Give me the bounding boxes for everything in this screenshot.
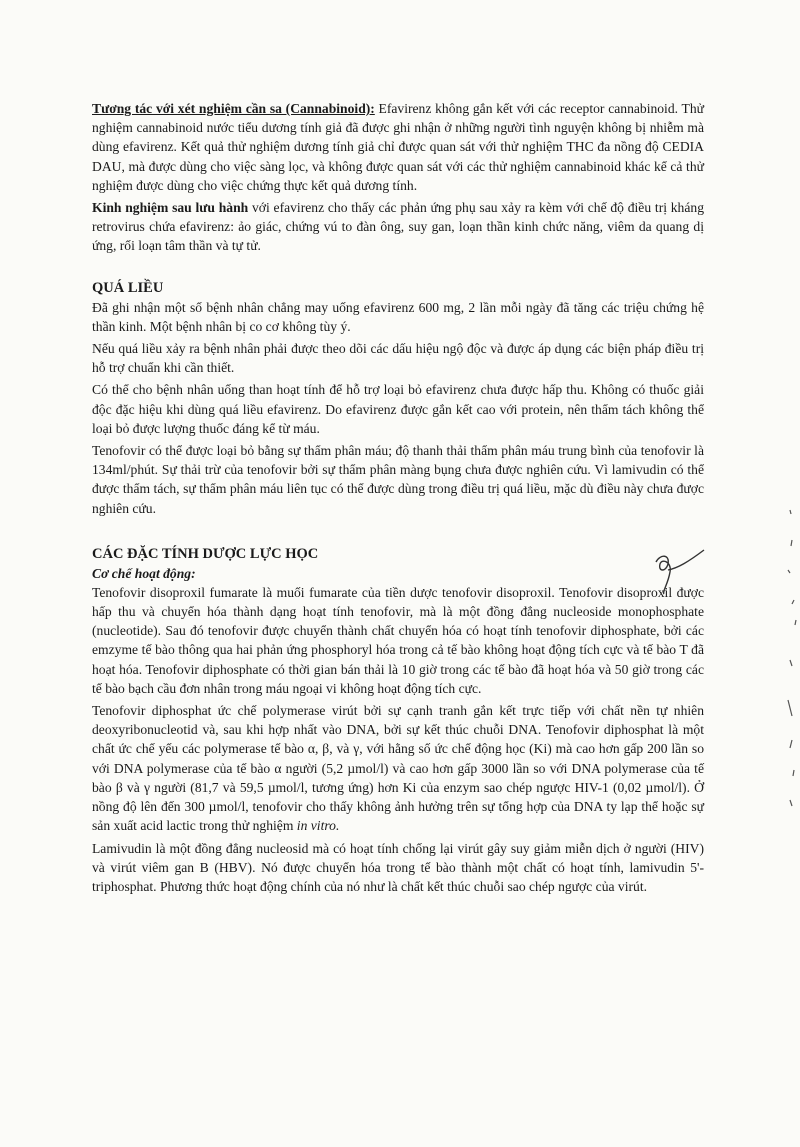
overdose-p3: Có thể cho bệnh nhân uống than hoạt tính để hỗ trợ loại bỏ efavirenz chưa được hấp thu. Không có thuốc giải độc đặc hiệu khi dùng quá liều efavirenz. Do efavirenz được gắn kết cao với protein, nên thẩm tách không thể loại bỏ được lượng thuốc đáng kể từ máu. xyxy=(92,382,704,436)
mechanism-p3: Lamivudin là một đồng đẳng nucleosid mà có hoạt tính chống lại virút gây suy giảm miễn dịch ở người (HIV) và virút viêm gan B (HBV). Nó được chuyển hóa trong tế bào thành một chất có hoạt tính, lamivudin 5'-triphosphat. Phương thức hoạt động chính của nó như là chất kết thúc chuỗi sao chép ngược của virút. xyxy=(92,840,704,894)
mechanism-p2-text: Tenofovir diphosphat ức chế polymerase virút bởi sự cạnh tranh gắn kết trực tiếp với chất nền tự nhiên deoxyribonucleotid và, sau khi hợp nhất vào DNA, bởi sự kết thúc chuỗi DNA. Tenofovir diphosphat là một chất ức chế yếu các polymerase tế bào α, β, và γ, với hằng số ức chế động học (Ki) mà cao hơn gấp 200 lần so với DNA polymerase của tế bào α người (5,2 µmol/l) và cao hơn gấp 3000 lần so với DNA polymerase của tế bào β và γ người (81,7 và 59,5 µmol/l, tương ứng) hơn Ki của enzym sao chép ngược HIV-1 (0,02 µmol/l). Ở nồng độ lên đến 300 µmol/l, tenofovir cho thấy không ảnh hưởng trên sự tổng hợp của DNA ty lạp thể hoặc sự sản xuất acid lactic trong thử nghiệm xyxy=(92,703,704,834)
overdose-p2: Nếu quá liều xảy ra bệnh nhân phải được theo dõi các dấu hiệu ngộ độc và được áp dụng các biện pháp điều trị hỗ trợ chuẩn khi cần thiết. xyxy=(92,341,704,376)
mechanism-p1: Tenofovir disoproxil fumarate là muối fumarate của tiền dược tenofovir disoproxil. Tenofovir disoproxil được hấp thu và chuyển hóa thành dạng hoạt tính tenofovir, mà là một đồng đẳng nucleoside monophosphate (nucleotide). Sau đó tenofovir được chuyển thành chất chuyển hóa có hoạt tính tenofovir diphosphate, bởi các emzyme tế bào thông qua hai phản ứng phosphoryl hóa trong cả tế bào không hoạt động tích cực và tế bào T đã hoạt hóa. Tenofovir diphosphate có thời gian bán thải là 10 giờ trong các tế bào đã hoạt hóa và 50 giờ trong các tế bào bạch cầu đơn nhân trong máu ngoại vi không hoạt động tích cực. xyxy=(92,584,704,696)
overdose-title: QUÁ LIỀU xyxy=(92,279,164,296)
mechanism-p2 xyxy=(92,701,704,835)
mechanism-subtitle: Cơ chế hoạt động: xyxy=(92,565,196,581)
overdose-p4: Tenofovir có thể được loại bỏ bằng sự thẩm phân máu; độ thanh thải thẩm phân máu trung bình của tenofovir là 134ml/phút. Sự thải trừ của tenofovir bởi sự thẩm phân màng bụng chưa được nghiên cứu. Vì lamivudin có thể được thẩm tách, sự thẩm phân máu liên tục có thể được dùng trong điều trị quá liều, mặc dù điều này chưa được nghiên cứu. xyxy=(92,443,704,516)
document-page xyxy=(92,99,704,899)
paragraph-cannabinoid xyxy=(92,99,704,195)
cannabinoid-text: Efavirenz không gắn kết với các receptor cannabinoid. Thử nghiệm cannabinoid nước tiểu dương tính giả đã được ghi nhận ở những người tình nguyện không bị nhiễm mà dùng efavirenz. Kết quả thử nghiệm dương tính giả chỉ được quan sát với thử nghiệm THC đa nồng độ CEDIA DAU, mà được dùng cho việc sàng lọc, và không được quan sát với các thử nghiệm cannabinoid khác kể cả thử nghiệm được dùng cho việc chứng thực kết quả dương tính. xyxy=(92,101,705,193)
postmarketing-text: với efavirenz cho thấy các phản ứng phụ sau xảy ra kèm với chế độ điều trị kháng retrovirus chứa efavirenz: ảo giác, chứng vú to đàn ông, suy gan, loạn thần kinh chức năng, viêm da quang dị ứng, rối loạn tâm thần và tự tử. xyxy=(92,200,704,254)
cannabinoid-heading: Tương tác với xét nghiệm cần sa (Cannabinoid): xyxy=(92,101,375,116)
margin-marks xyxy=(770,500,800,820)
signature-mark xyxy=(648,548,708,596)
in-vitro-text: in vitro. xyxy=(293,818,340,834)
paragraph-postmarketing xyxy=(92,198,704,256)
overdose-p1: Đã ghi nhận một số bệnh nhân chẳng may uống efavirenz 600 mg, 2 lần mỗi ngày đã tăng các triệu chứng hệ thần kinh. Một bệnh nhân bị co cơ không tùy ý. xyxy=(92,299,704,334)
pharmacodynamics-title: CÁC ĐẶC TÍNH DƯỢC LỰC HỌC xyxy=(92,545,319,562)
postmarketing-heading: Kinh nghiệm sau lưu hành xyxy=(92,200,249,216)
